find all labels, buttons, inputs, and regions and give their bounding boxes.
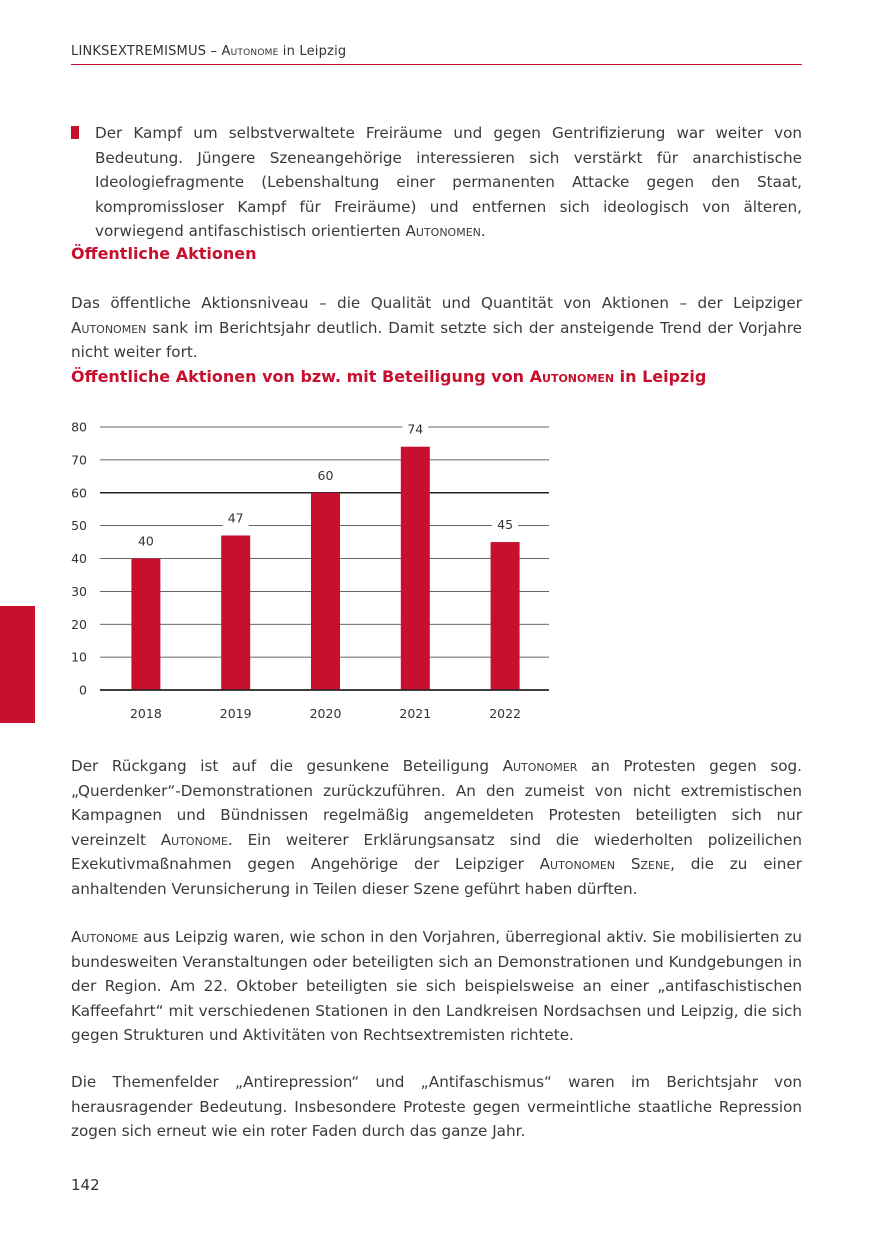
- p2-c: . Ein weiterer Erklärungsansatz sind die wiederholten polizeilichen Exekutivmaßnahmen gegen Angehörige der Leipziger: [71, 830, 802, 873]
- x-tick-label: 2019: [219, 706, 252, 721]
- y-tick-label: 40: [71, 551, 87, 566]
- bar-2022: [491, 542, 520, 690]
- y-tick-label: 30: [71, 583, 87, 599]
- y-tick-label: 60: [71, 485, 87, 501]
- p3-a: aus Leipzig waren, wie schon in den Vorjahren, überregional aktiv. Sie mobilisierten zu bundesweiten Veranstaltungen oder beteiligten sich an Demonstrationen und Kundgebungen in der Region. Am 22. Oktober beteiligten sie sich beispielsweise an einer „antifaschistischen Kaffeefahrt“ mit verschiedenen Stationen in den Landkreisen Nordsachsen und Leipzig, die sich gegen Strukturen und Aktivitäten von Rechtsextremisten richtete.: [71, 928, 802, 1044]
- x-tick-label: 2022: [489, 706, 522, 721]
- page-number: 142: [71, 1176, 100, 1194]
- y-tick-label: 50: [71, 518, 87, 534]
- bar-2018: [131, 559, 160, 691]
- data-label: 47: [227, 510, 244, 526]
- paragraph-3: [71, 925, 802, 1048]
- data-label: 74: [407, 421, 424, 437]
- bullet-text-before: Der Kampf um selbstverwaltete Freiräume und gegen Gentrifizierung war weiter von Bedeutung. Jüngere Szeneangehörige interessieren sich verstärkt für anarchistische Ideologiefragmente (Lebenshaltung einer permanenten Attacke gegen den Staat, kompromissloser Kampf für Freiräume) und entfernen sich ideologisch von älteren, vorwiegend antifaschistisch orientierten: [95, 124, 802, 240]
- chart-heading: [71, 367, 706, 386]
- bullet-text-after: .: [480, 222, 486, 240]
- x-tick-label: 2018: [129, 706, 162, 721]
- bar-2020: [311, 493, 340, 690]
- p2-sc1: Autonomer: [502, 757, 578, 775]
- paragraph-2: [71, 754, 802, 901]
- p2-a: Der Rückgang ist auf die gesunkene Beteiligung: [71, 757, 503, 775]
- y-tick-label: 20: [71, 616, 87, 632]
- chart-heading-b: in Leipzig: [614, 367, 707, 386]
- header-separator: –: [206, 44, 222, 59]
- y-tick-label: 0: [79, 682, 87, 698]
- x-tick-label: 2021: [399, 706, 432, 721]
- paragraph-4: Die Themenfelder „Antirepression“ und „Antifaschismus“ waren im Berichtsjahr von herausragender Bedeutung. Insbesondere Proteste gegen vermeintliche staatliche Repression zogen sich erneut wie ein roter Faden durch das ganze Jahr.: [71, 1073, 802, 1140]
- data-label: 45: [497, 517, 514, 533]
- chart-heading-a: Öffentliche Aktionen von bzw. mit Beteiligung von: [71, 367, 530, 386]
- paragraph-1: [71, 291, 802, 365]
- p2-sc3: Autonomen Szene: [539, 855, 671, 873]
- bar-2019: [221, 535, 250, 690]
- y-tick-label: 80: [71, 419, 87, 435]
- bullet-text: [95, 121, 802, 244]
- chapter-side-tab: [0, 606, 35, 723]
- header-rule: [71, 64, 802, 65]
- y-tick-label: 10: [71, 649, 87, 665]
- section-heading: Öffentliche Aktionen: [71, 244, 257, 263]
- bar-chart: [60, 410, 560, 730]
- y-tick-label: 70: [71, 452, 87, 468]
- p2-b: an Protesten gegen sog. „Querdenker“-Demonstrationen zurückzuführen. An den zumeist von nicht extremistischen Kampagnen und Bündnissen regelmäßig angemeldeten Protesten beteiligten sich nur vereinzelt: [71, 757, 803, 849]
- p2-d: , die zu einer anhaltenden Verunsicherung in Teilen dieser Szene geführt haben dürften.: [71, 855, 802, 898]
- x-tick-label: 2020: [309, 706, 342, 721]
- data-label: 60: [317, 467, 334, 483]
- bullet-item: [71, 121, 802, 244]
- p1-b: sank im Berichtsjahr deutlich. Damit setzte sich der ansteigende Trend der Vorjahre nicht weiter fort.: [71, 318, 802, 361]
- bullet-sc-word: Autonomen: [405, 222, 481, 240]
- header-subsection-rest: in Leipzig: [278, 44, 347, 59]
- bar-2021: [401, 447, 430, 690]
- header-subsection-sc: Autonome: [221, 44, 279, 59]
- data-label: 40: [137, 533, 154, 549]
- header-section: LINKSEXTREMISMUS: [71, 44, 207, 59]
- p1-sc1: Autonomen: [71, 318, 147, 337]
- bullet-marker: [71, 126, 79, 139]
- p2-sc2: Autonome: [160, 830, 228, 849]
- chart-heading-sc: Autonomen: [529, 367, 615, 386]
- running-header: [71, 44, 802, 59]
- p1-a: Das öffentliche Aktionsniveau – die Qualität und Quantität von Aktionen – der Leipziger: [71, 294, 802, 312]
- p3-sc1: Autonome: [71, 928, 139, 946]
